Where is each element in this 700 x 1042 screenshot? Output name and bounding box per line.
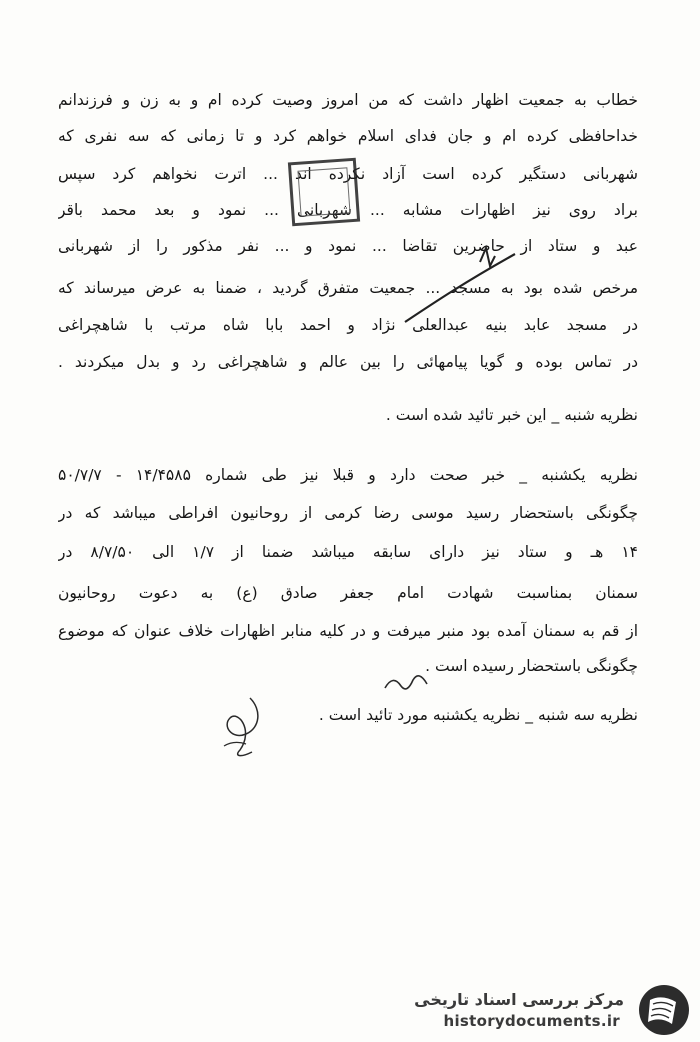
- document-line: در مسجد عابد بنیه عبدالعلی نژاد و احمد بابا شاه مرتب با شاهچراغی: [58, 316, 638, 334]
- document-line: سمنان بمناسبت شهادت امام جعفر صادق (ع) به دعوت روحانیون: [58, 584, 638, 602]
- handwritten-mark: [380, 668, 440, 698]
- document-line: براد روی نیز اظهارات مشابه ... شهربانی ... نمود و بعد محمد باقر: [58, 201, 638, 219]
- document-line: ۱۴ هـ و ستاد نیز دارای سابقه میباشد ضمنا از ۱/۷ الی ۸/۷/۵۰ در: [58, 543, 638, 561]
- document-line: چگونگی باستحضار رسید موسی رضا کرمی از روحانیون افراطی میباشد که در: [58, 504, 638, 522]
- document-line: خطاب به جمعیت اظهار داشت که من امروز وصیت کرده ام و به زن و فرزندانم: [58, 91, 638, 109]
- handwritten-signature-icon: [210, 690, 270, 760]
- document-line: نظریه سه شنبه _ نظریه یکشنبه مورد تائید است .: [318, 706, 638, 724]
- document-line: شهربانی دستگیر کرده است آزاد نکرده اند ... اترت نخواهم کرد سپس: [58, 165, 638, 183]
- archive-url: historydocuments.ir: [443, 1012, 620, 1030]
- document-line: چگونگی باستحضار رسیده است .: [425, 657, 638, 675]
- document-line: خداحافظی کرده ام و جان فدای اسلام خواهم کرد و تا زمانی که سه نفری که: [58, 127, 638, 145]
- document-line: مرخص شده بود به مسجد ... جمعیت متفرق گردید ، ضمنا به عرض میرساند که: [58, 279, 638, 297]
- document-line: عبد و ستاد از حاضرین تقاضا ... نمود و ... نفر مذکور را از شهربانی: [58, 237, 638, 255]
- document-line: از قم به سمنان آمده بود منبر میرفت و در کلیه منابر اظهارات خلاف عنوان که موضوع: [58, 622, 638, 640]
- archive-title: مرکز بررسی اسناد تاریخی: [414, 990, 624, 1009]
- book-emblem-icon: [634, 982, 692, 1038]
- stamp-box: [288, 158, 360, 227]
- document-line: نظریه یکشنبه _ خبر صحت دارد و قبلا نیز طی شماره ۱۴/۴۵۸۵ - ۵۰/۷/۷: [58, 466, 638, 484]
- document-line: در تماس بوده و گویا پیامهائی را بین عالم و شاهچراغی رد و بدل میکردند .: [58, 353, 638, 371]
- document-line: نظریه شنبه _ این خبر تائید شده است .: [385, 406, 638, 424]
- handwritten-mark: [395, 242, 525, 332]
